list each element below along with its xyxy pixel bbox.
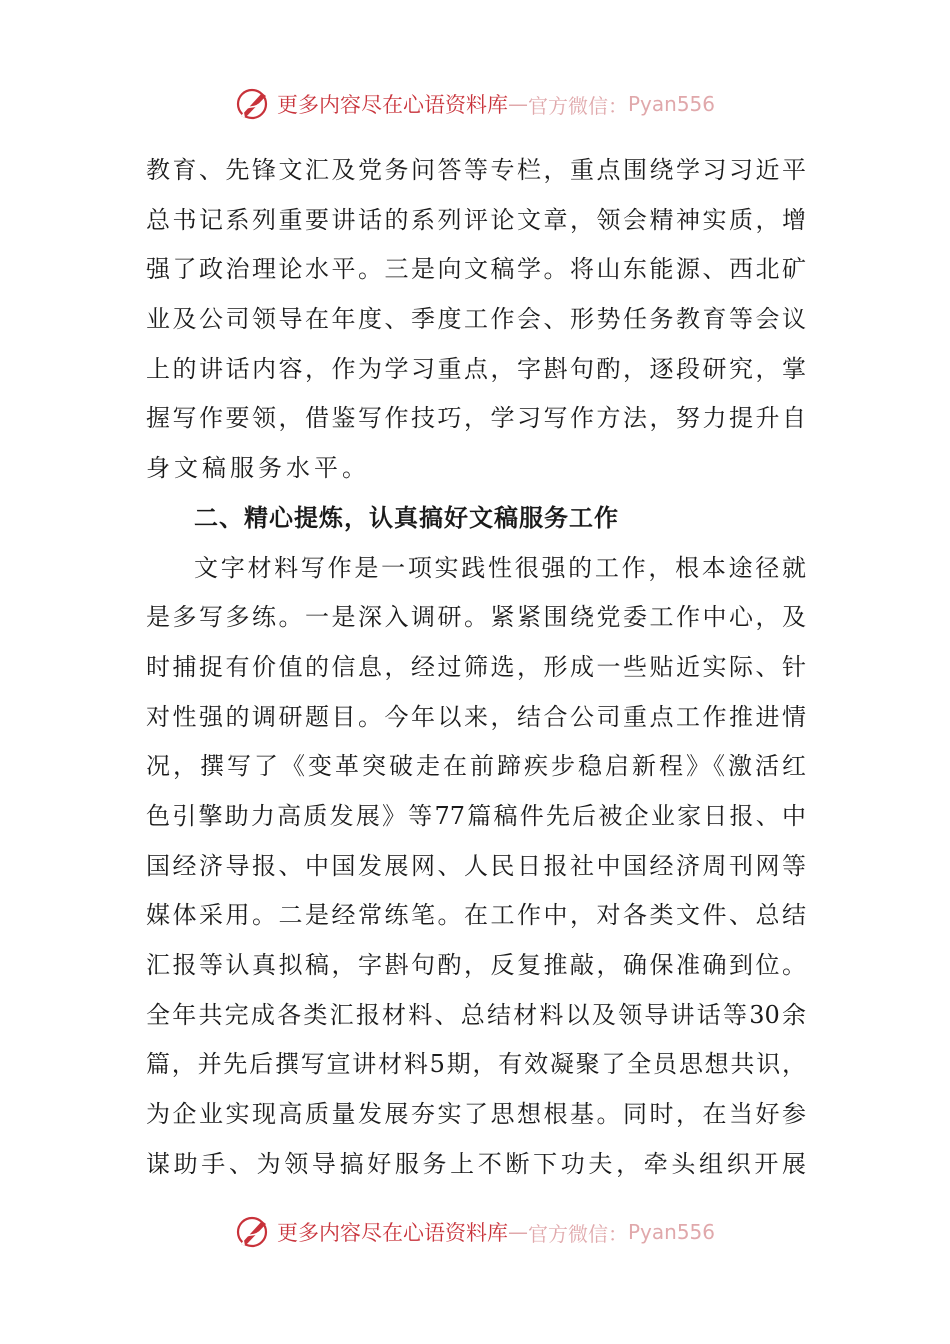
banner-brand-text: 更多内容尽在心语资料库	[276, 1221, 508, 1245]
text-line: 色引擎助力高质发展》等77篇稿件先后被企业家日报、中	[146, 801, 806, 830]
pen-logo-icon	[235, 1214, 271, 1250]
text-line: 汇报等认真拟稿，字斟句酌，反复推敲，确保准确到位。	[146, 951, 806, 979]
text-line: 总书记系列重要讲话的系列评论文章，领会精神实质，增	[146, 205, 806, 234]
text-line: 国经济导报、中国发展网、人民日报社中国经济周刊网等	[146, 851, 806, 880]
text-line: 媒体采用。二是经常练笔。在工作中，对各类文件、总结	[146, 901, 806, 930]
banner-separator: —	[507, 1220, 528, 1244]
text-line: 全年共完成各类汇报材料、总结材料以及领导讲话等30余	[146, 1000, 806, 1029]
text-line: 文字材料写作是一项实践性很强的工作，根本途径就	[194, 553, 806, 582]
banner-wechat-label: 官方微信：	[527, 1221, 628, 1246]
text-line: 为企业实现高质量发展夯实了思想根基。同时，在当好参	[146, 1100, 806, 1129]
text-line: 对性强的调研题目。今年以来，结合公司重点工作推进情	[146, 702, 806, 731]
text-line: 教育、先锋文汇及党务问答等专栏，重点围绕学习习近平	[146, 156, 806, 184]
text-line: 业及公司领导在年度、季度工作会、形势任务教育等会议	[146, 305, 806, 334]
footer-banner	[0, 1212, 950, 1252]
pen-logo-icon	[235, 86, 271, 122]
text-line: 上的讲话内容，作为学习重点，字斟句酌，逐段研究，掌	[146, 354, 806, 383]
banner-wechat-id: Pyan556	[627, 1220, 715, 1244]
header-banner	[0, 84, 950, 124]
text-line: 握写作要领，借鉴写作技巧，学习写作方法，努力提升自	[146, 404, 806, 433]
text-line: 是多写多练。一是深入调研。紧紧围绕党委工作中心，及	[146, 603, 806, 632]
text-line: 篇，并先后撰写宣讲材料5期，有效凝聚了全员思想共识，	[146, 1050, 806, 1079]
text-line: 况，撰写了《变革突破走在前蹄疾步稳启新程》《激活红	[146, 752, 806, 781]
document-body	[146, 146, 806, 1189]
section-heading: 二、精心提炼，认真搞好文稿服务工作	[194, 503, 619, 532]
text-line: 强了政治理论水平。三是向文稿学。将山东能源、西北矿	[146, 255, 806, 284]
text-line: 身文稿服务水平。	[146, 454, 370, 483]
text-line: 时捕捉有价值的信息，经过筛选，形成一些贴近实际、针	[146, 652, 806, 681]
text-line: 谋助手、为领导搞好服务上不断下功夫，牵头组织开展	[146, 1149, 806, 1178]
banner-wechat-id: Pyan556	[627, 92, 715, 116]
banner-separator: —	[507, 92, 528, 116]
banner-brand-text: 更多内容尽在心语资料库	[276, 93, 508, 117]
banner-wechat-label: 官方微信：	[527, 93, 628, 118]
